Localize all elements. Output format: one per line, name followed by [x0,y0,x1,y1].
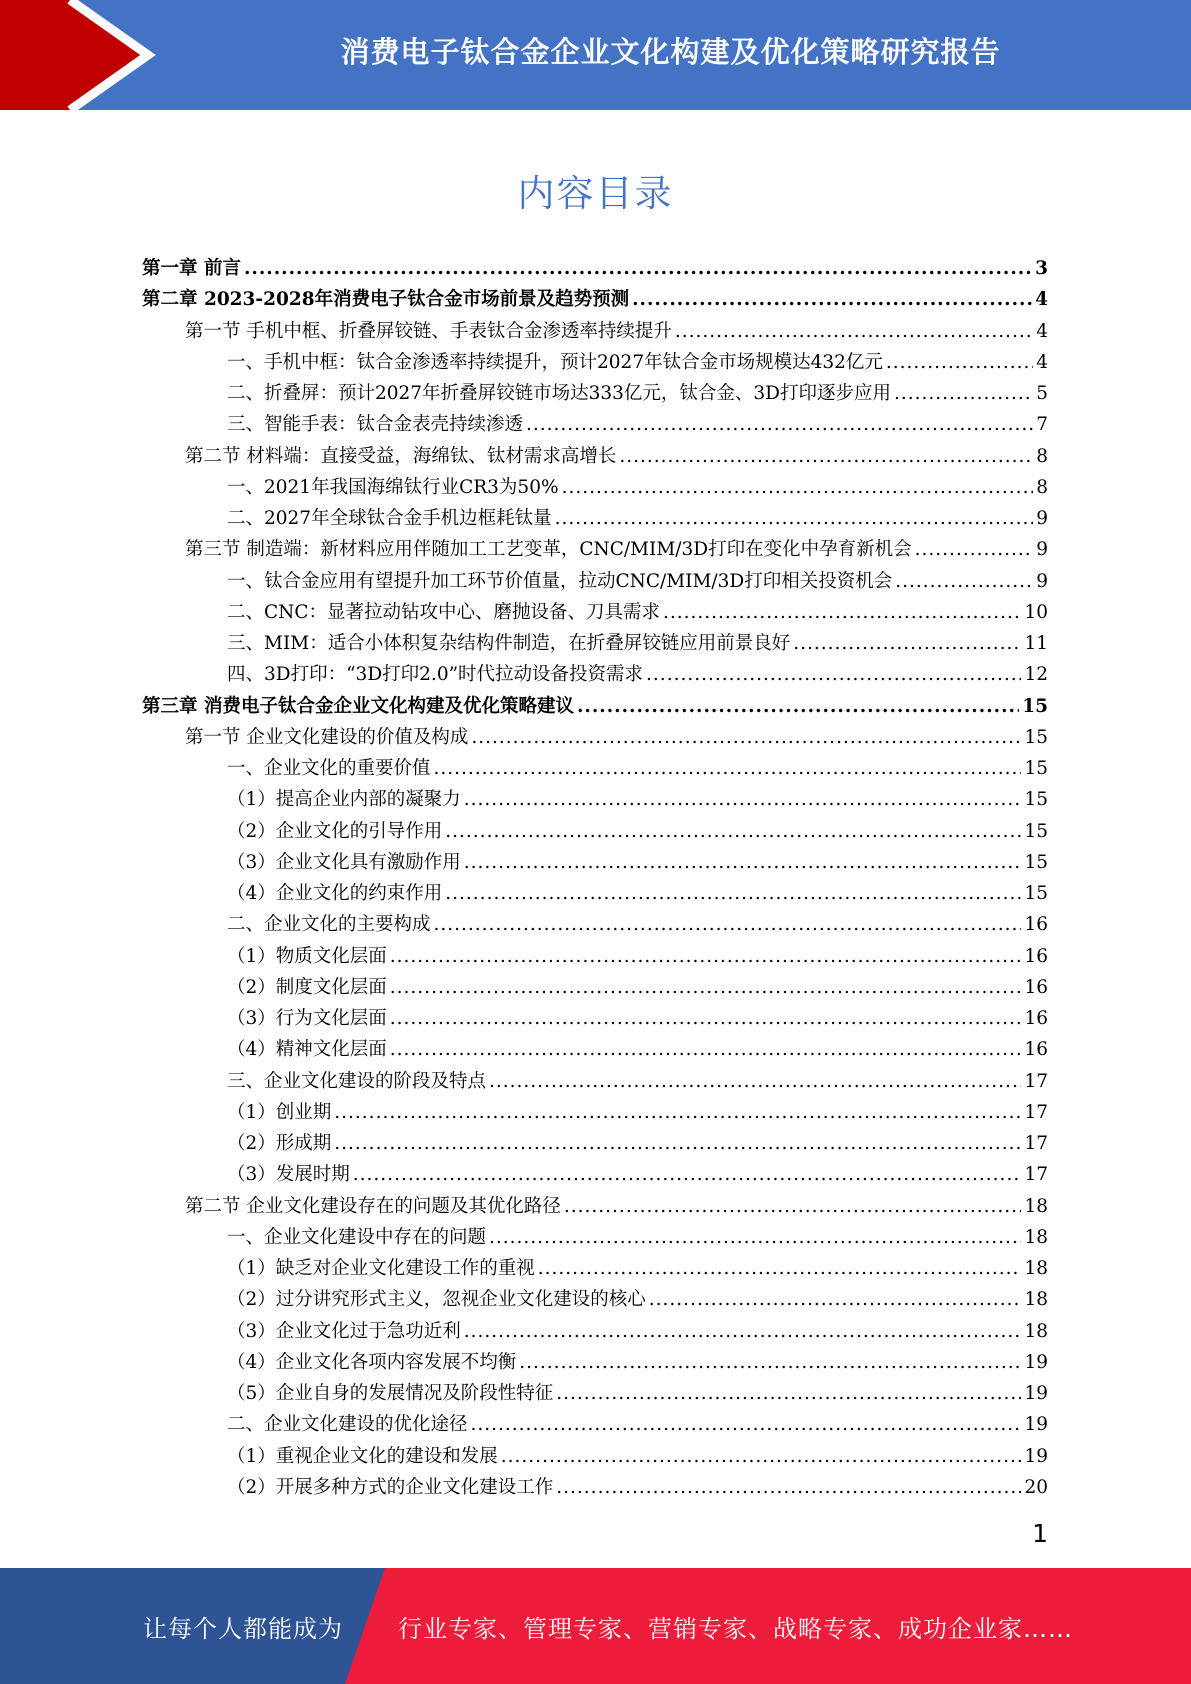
toc-entry[interactable] [142,691,1048,722]
toc-entry-title: 一、钛合金应用有望提升加工环节价值量，拉动CNC/MIM/3D打印相关投资机会 [227,570,893,592]
toc-dot-leader [244,253,1032,284]
toc-entry-page: 20 [1024,1476,1048,1498]
toc-entry[interactable] [142,1003,1048,1034]
toc-entry-title: 第二章 2023-2028年消费电子钛合金市场前景及趋势预测 [142,289,630,311]
toc-entry-page: 17 [1024,1070,1048,1092]
toc-entry[interactable] [142,1441,1048,1472]
toc-entry-page: 15 [1024,758,1048,779]
toc-entry-page: 7 [1036,414,1048,436]
toc-entry-page: 18 [1024,1195,1048,1217]
toc-entry[interactable] [142,1191,1048,1222]
toc-entry-title: （1）缺乏对企业文化建设工作的重视 [227,1258,535,1279]
toc-entry[interactable] [142,534,1048,565]
toc-entry-title: 一、手机中框：钛合金渗透率持续提升，预计2027年钛合金市场规模达432亿元 [227,351,883,373]
toc-entry-page: 8 [1036,476,1048,498]
toc-entry[interactable] [142,503,1048,534]
toc-dot-leader [556,1378,1021,1409]
toc-entry[interactable] [142,1034,1048,1065]
toc-entry-title: （4）企业文化各项内容发展不均衡 [227,1351,517,1373]
toc-entry-page: 10 [1024,601,1048,623]
toc-entry[interactable] [142,1159,1048,1190]
toc-entry-title: （5）企业自身的发展情况及阶段性特征 [227,1383,554,1404]
toc-dot-leader [334,1128,1021,1159]
toc-entry-title: 三、MIM：适合小体积复杂结构件制造，在折叠屏铰链应用前景良好 [227,633,791,654]
toc-entry-title: （1）创业期 [227,1101,332,1123]
toc-entry-title: 一、企业文化建设中存在的问题 [227,1226,487,1248]
toc-entry-page: 8 [1036,445,1048,467]
toc-entry[interactable] [142,628,1048,659]
toc-entry-page: 15 [1024,820,1048,842]
toc-dot-leader [390,972,1022,1003]
toc-entry-title: 二、2027年全球钛合金手机边框耗钛量 [227,508,552,529]
toc-entry-page: 15 [1024,726,1048,748]
toc-dot-leader [555,503,1034,534]
toc-entry[interactable] [142,347,1048,378]
toc-entry-page: 4 [1036,320,1048,342]
toc-dot-leader [390,941,1022,972]
toc-entry-title: 第二节 企业文化建设存在的问题及其优化路径 [185,1195,561,1217]
toc-entry[interactable] [142,972,1048,1003]
toc-dot-leader [445,878,1021,909]
toc-dot-leader [471,722,1021,753]
toc-dot-leader [353,1159,1022,1190]
toc-dot-leader [501,1441,1022,1472]
toc-entry-title: 第一节 手机中框、折叠屏铰链、手表钛合金渗透率持续提升 [185,320,672,342]
toc-dot-leader [632,284,1032,315]
toc-dot-leader [489,1066,1021,1097]
report-title: 消费电子钛合金企业文化构建及优化策略研究报告 [340,34,1001,69]
toc-entry-page: 19 [1024,1383,1048,1404]
toc-entry[interactable] [142,1284,1048,1315]
report-header [0,0,1191,110]
footer-slogan-left: 让每个人都能成为 [143,1614,343,1643]
toc-dot-leader [646,659,1021,690]
toc-entry[interactable] [142,253,1048,284]
toc-entry-page: 18 [1024,1258,1048,1279]
page-number: 1 [1032,1519,1048,1548]
toc-entry-page: 9 [1036,570,1048,592]
toc-entry-page: 19 [1024,1351,1048,1373]
toc-entry[interactable] [142,441,1048,472]
toc-dot-leader [619,441,1033,472]
toc-entry-page: 4 [1036,351,1048,373]
toc-entry-title: 二、企业文化建设的优化途径 [227,1414,468,1436]
toc-entry-page: 16 [1024,914,1048,936]
toc-entry[interactable] [142,753,1048,784]
toc-entry-title: 三、企业文化建设的阶段及特点 [227,1070,487,1092]
toc-entry-title: （1）物质文化层面 [227,945,387,967]
toc-dot-leader [390,1003,1022,1034]
toc-dot-leader [538,1253,1022,1284]
toc-dot-leader [895,566,1033,597]
toc-entry-page: 15 [1024,789,1048,811]
toc-dot-leader [464,784,1022,815]
toc-entry[interactable] [142,816,1048,847]
toc-entry[interactable] [142,1347,1048,1378]
toc-entry-page: 18 [1024,1226,1048,1248]
toc-entry-title: （3）行为文化层面 [227,1008,387,1029]
toc-dot-leader [334,1097,1021,1128]
toc-entry[interactable] [142,378,1048,409]
toc-entry-title: （3）企业文化具有激励作用 [227,851,461,873]
toc-entry[interactable] [142,1097,1048,1128]
toc-entry-page: 5 [1036,383,1048,404]
toc-entry-page: 12 [1024,664,1048,686]
toc-entry-title: 第三章 消费电子钛合金企业文化构建及优化策略建议 [142,695,574,717]
toc-entry-title: （4）企业文化的约束作用 [227,883,443,904]
toc-entry-page: 16 [1024,1008,1048,1029]
toc-entry-page: 19 [1024,1414,1048,1436]
toc-entry-title: 二、CNC：显著拉动钻攻中心、磨抛设备、刀具需求 [227,601,660,623]
toc-heading: 内容目录 [517,172,674,215]
toc-entry-title: （2）过分讲究形式主义，忽视企业文化建设的核心 [227,1289,646,1311]
toc-dot-leader [464,1316,1022,1347]
toc-dot-leader [649,1284,1022,1315]
toc-dot-leader [886,347,1033,378]
toc-dot-leader [390,1034,1022,1065]
toc-entry[interactable] [142,1316,1048,1347]
toc-entry-page: 16 [1024,1039,1048,1061]
toc-entry[interactable] [142,1128,1048,1159]
toc-entry[interactable] [142,909,1048,940]
toc-entry-title: （1）重视企业文化的建设和发展 [227,1445,498,1467]
toc-dot-leader [577,691,1019,722]
toc-entry-title: （4）精神文化层面 [227,1039,387,1061]
toc-entry[interactable] [142,1253,1048,1284]
toc-entry[interactable] [142,566,1048,597]
toc-entry-page: 9 [1036,508,1048,529]
toc-dot-leader [519,1347,1021,1378]
toc-entry[interactable] [142,847,1048,878]
toc-entry-page: 16 [1024,945,1048,967]
toc-dot-leader [526,409,1033,440]
toc-entry-title: 第三节 制造端：新材料应用伴随加工工艺变革，CNC/MIM/3D打印在变化中孕育新机会 [185,539,912,561]
toc-entry-title: 第一节 企业文化建设的价值及构成 [185,726,469,748]
toc-entry[interactable] [142,1222,1048,1253]
toc-entry-title: （3）发展时期 [227,1164,350,1186]
toc-entry[interactable] [142,472,1048,503]
toc-dot-leader [793,628,1021,659]
toc-entry-title: 二、折叠屏：预计2027年折叠屏铰链市场达333亿元，钛合金、3D打印逐步应用 [227,383,891,404]
toc-entry[interactable] [142,878,1048,909]
toc-entry[interactable] [142,1472,1048,1503]
toc-dot-leader [434,909,1022,940]
toc-entry[interactable] [142,722,1048,753]
toc-entry-title: 二、企业文化的主要构成 [227,914,431,936]
toc-entry-title: 第二节 材料端：直接受益，海绵钛、钛材需求高增长 [185,445,617,467]
toc-dot-leader [562,472,1034,503]
toc-entry-title: （3）企业文化过于急功近利 [227,1320,461,1342]
toc-entry-title: 第一章 前言 [142,258,241,279]
toc-entry-page: 17 [1024,1101,1048,1123]
toc-entry[interactable] [142,659,1048,690]
toc-entry[interactable] [142,1409,1048,1440]
toc-entry[interactable] [142,1378,1048,1409]
toc-entry-title: 四、3D打印：“3D打印2.0”时代拉动设备投资需求 [227,664,644,686]
toc-entry-page: 15 [1024,883,1048,904]
toc-entry-title: （2）形成期 [227,1133,332,1154]
footer-slogan-right: 行业专家、管理专家、营销专家、战略专家、成功企业家…… [398,1614,1073,1643]
table-of-contents [142,253,1048,1503]
toc-entry-page: 18 [1024,1289,1048,1311]
toc-entry-page: 16 [1024,976,1048,998]
toc-dot-leader [556,1472,1021,1503]
toc-dot-leader [471,1409,1022,1440]
toc-entry-page: 19 [1024,1445,1048,1467]
toc-entry[interactable] [142,784,1048,815]
toc-entry[interactable] [142,597,1048,628]
toc-dot-leader [663,597,1021,628]
toc-entry[interactable] [142,284,1048,315]
toc-entry-page: 18 [1024,1320,1048,1342]
toc-entry[interactable] [142,941,1048,972]
toc-dot-leader [915,534,1034,565]
toc-dot-leader [464,847,1022,878]
toc-entry-title: （1）提高企业内部的凝聚力 [227,789,461,811]
toc-dot-leader [489,1222,1021,1253]
toc-entry-title: （2）开展多种方式的企业文化建设工作 [227,1476,554,1498]
toc-entry-title: （2）制度文化层面 [227,976,387,998]
toc-entry-page: 15 [1022,695,1048,717]
toc-entry-page: 3 [1035,258,1048,279]
toc-entry-title: （2）企业文化的引导作用 [227,820,443,842]
toc-entry-page: 17 [1024,1133,1048,1154]
toc-entry-title: 三、智能手表：钛合金表壳持续渗透 [227,414,524,436]
toc-dot-leader [675,316,1033,347]
toc-entry-title: 一、2021年我国海绵钛行业CR3为50% [227,476,559,498]
toc-dot-leader [894,378,1033,409]
toc-dot-leader [564,1191,1022,1222]
toc-entry[interactable] [142,409,1048,440]
report-footer [0,1568,1191,1684]
toc-entry[interactable] [142,1066,1048,1097]
toc-entry-page: 4 [1035,289,1048,311]
toc-entry-page: 15 [1024,851,1048,873]
toc-entry[interactable] [142,316,1048,347]
toc-dot-leader [445,816,1021,847]
toc-entry-page: 17 [1024,1164,1048,1186]
toc-entry-page: 9 [1036,539,1048,561]
toc-entry-title: 一、企业文化的重要价值 [227,758,431,779]
toc-entry-page: 11 [1024,633,1048,654]
toc-dot-leader [434,753,1022,784]
